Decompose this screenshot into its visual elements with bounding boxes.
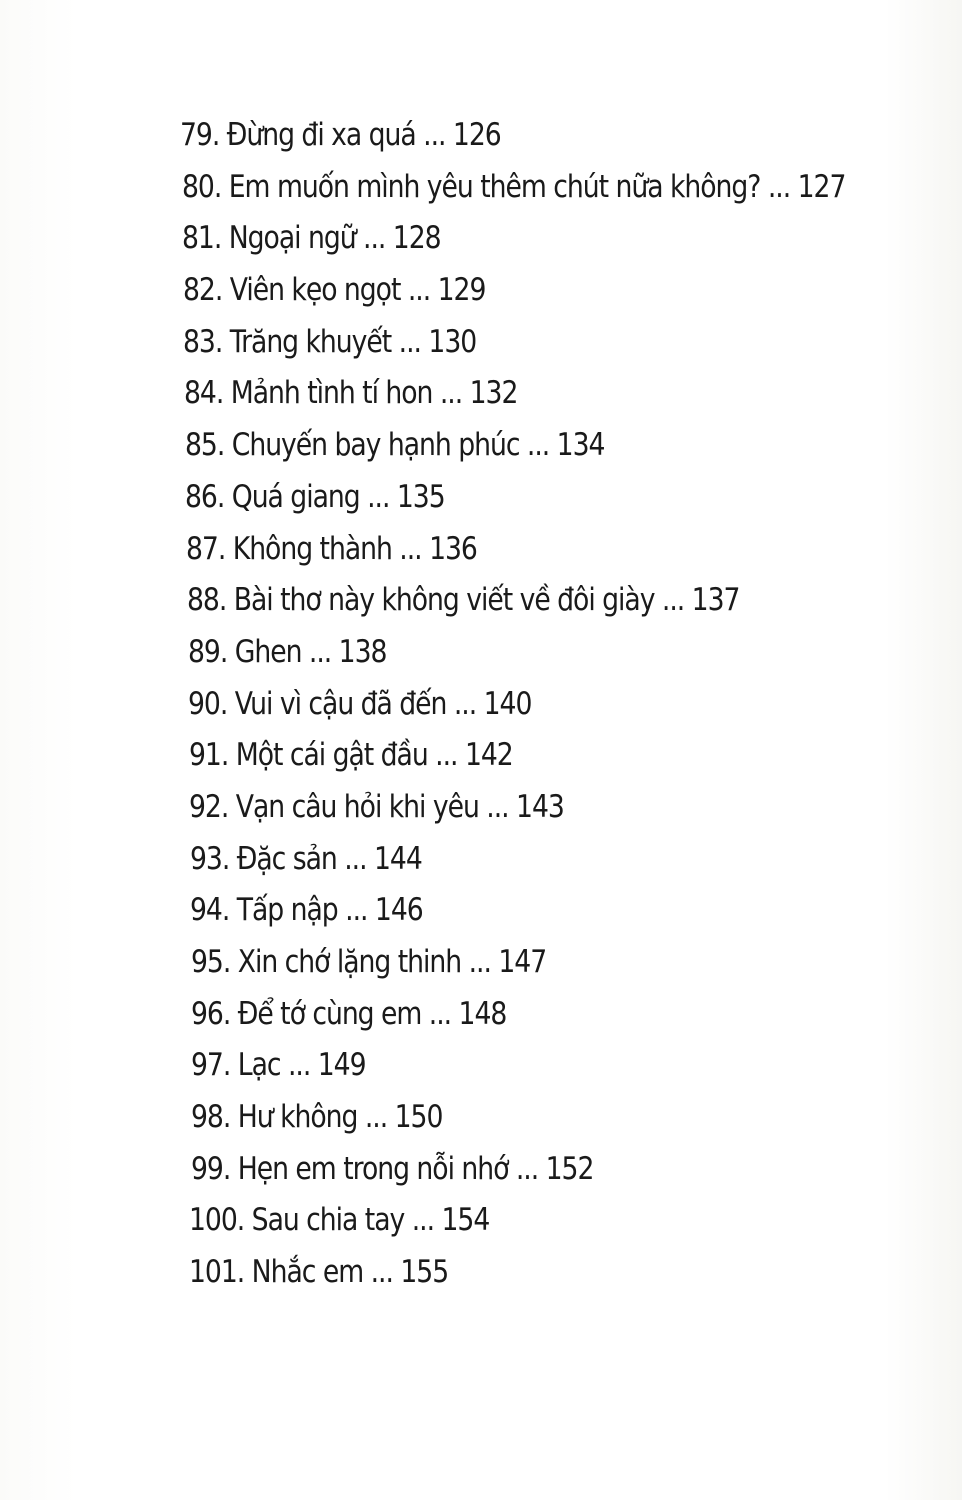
toc-entry: 94. Tấp nập ... 146 [190, 892, 423, 929]
toc-entry: 86. Quá giang ... 135 [185, 478, 445, 515]
toc-entry: 101. Nhắc em ... 155 [189, 1254, 449, 1291]
toc-entry: 80. Em muốn mình yêu thêm chút nữa không? ... 127 [182, 168, 846, 205]
toc-entry: 99. Hẹn em trong nỗi nhớ ... 152 [191, 1150, 594, 1187]
toc-entry: 95. Xin chớ lặng thinh ... 147 [191, 944, 547, 980]
toc-entry: 89. Ghen ... 138 [188, 633, 387, 670]
toc-entry: 93. Đặc sản ... 144 [190, 840, 422, 877]
toc-entry: 83. Trăng khuyết ... 130 [183, 323, 477, 360]
toc-entry: 85. Chuyến bay hạnh phúc ... 134 [185, 427, 605, 464]
toc-entry: 98. Hư không ... 150 [191, 1099, 443, 1136]
toc-entry: 90. Vui vì cậu đã đến ... 140 [188, 685, 532, 722]
toc-entry: 87. Không thành ... 136 [186, 530, 477, 567]
toc-entry: 92. Vạn câu hỏi khi yêu ... 143 [189, 788, 564, 825]
toc-entry: 100. Sau chia tay ... 154 [189, 1202, 490, 1239]
toc-entry: 81. Ngoại ngữ ... 128 [182, 220, 441, 257]
table-of-contents [180, 110, 953, 1299]
toc-entry: 79. Đừng đi xa quá ... 126 [180, 117, 501, 153]
toc-entry: 97. Lạc ... 149 [191, 1047, 366, 1084]
toc-entry: 82. Viên kẹo ngọt ... 129 [183, 272, 486, 309]
toc-entry: 96. Để tớ cùng em ... 148 [191, 995, 507, 1032]
toc-entry: 88. Bài thơ này không viết về đôi giày ... 137 [187, 582, 740, 619]
toc-entry: 84. Mảnh tình tí hon ... 132 [184, 375, 518, 412]
toc-entry: 91. Một cái gật đầu ... 142 [189, 737, 513, 774]
